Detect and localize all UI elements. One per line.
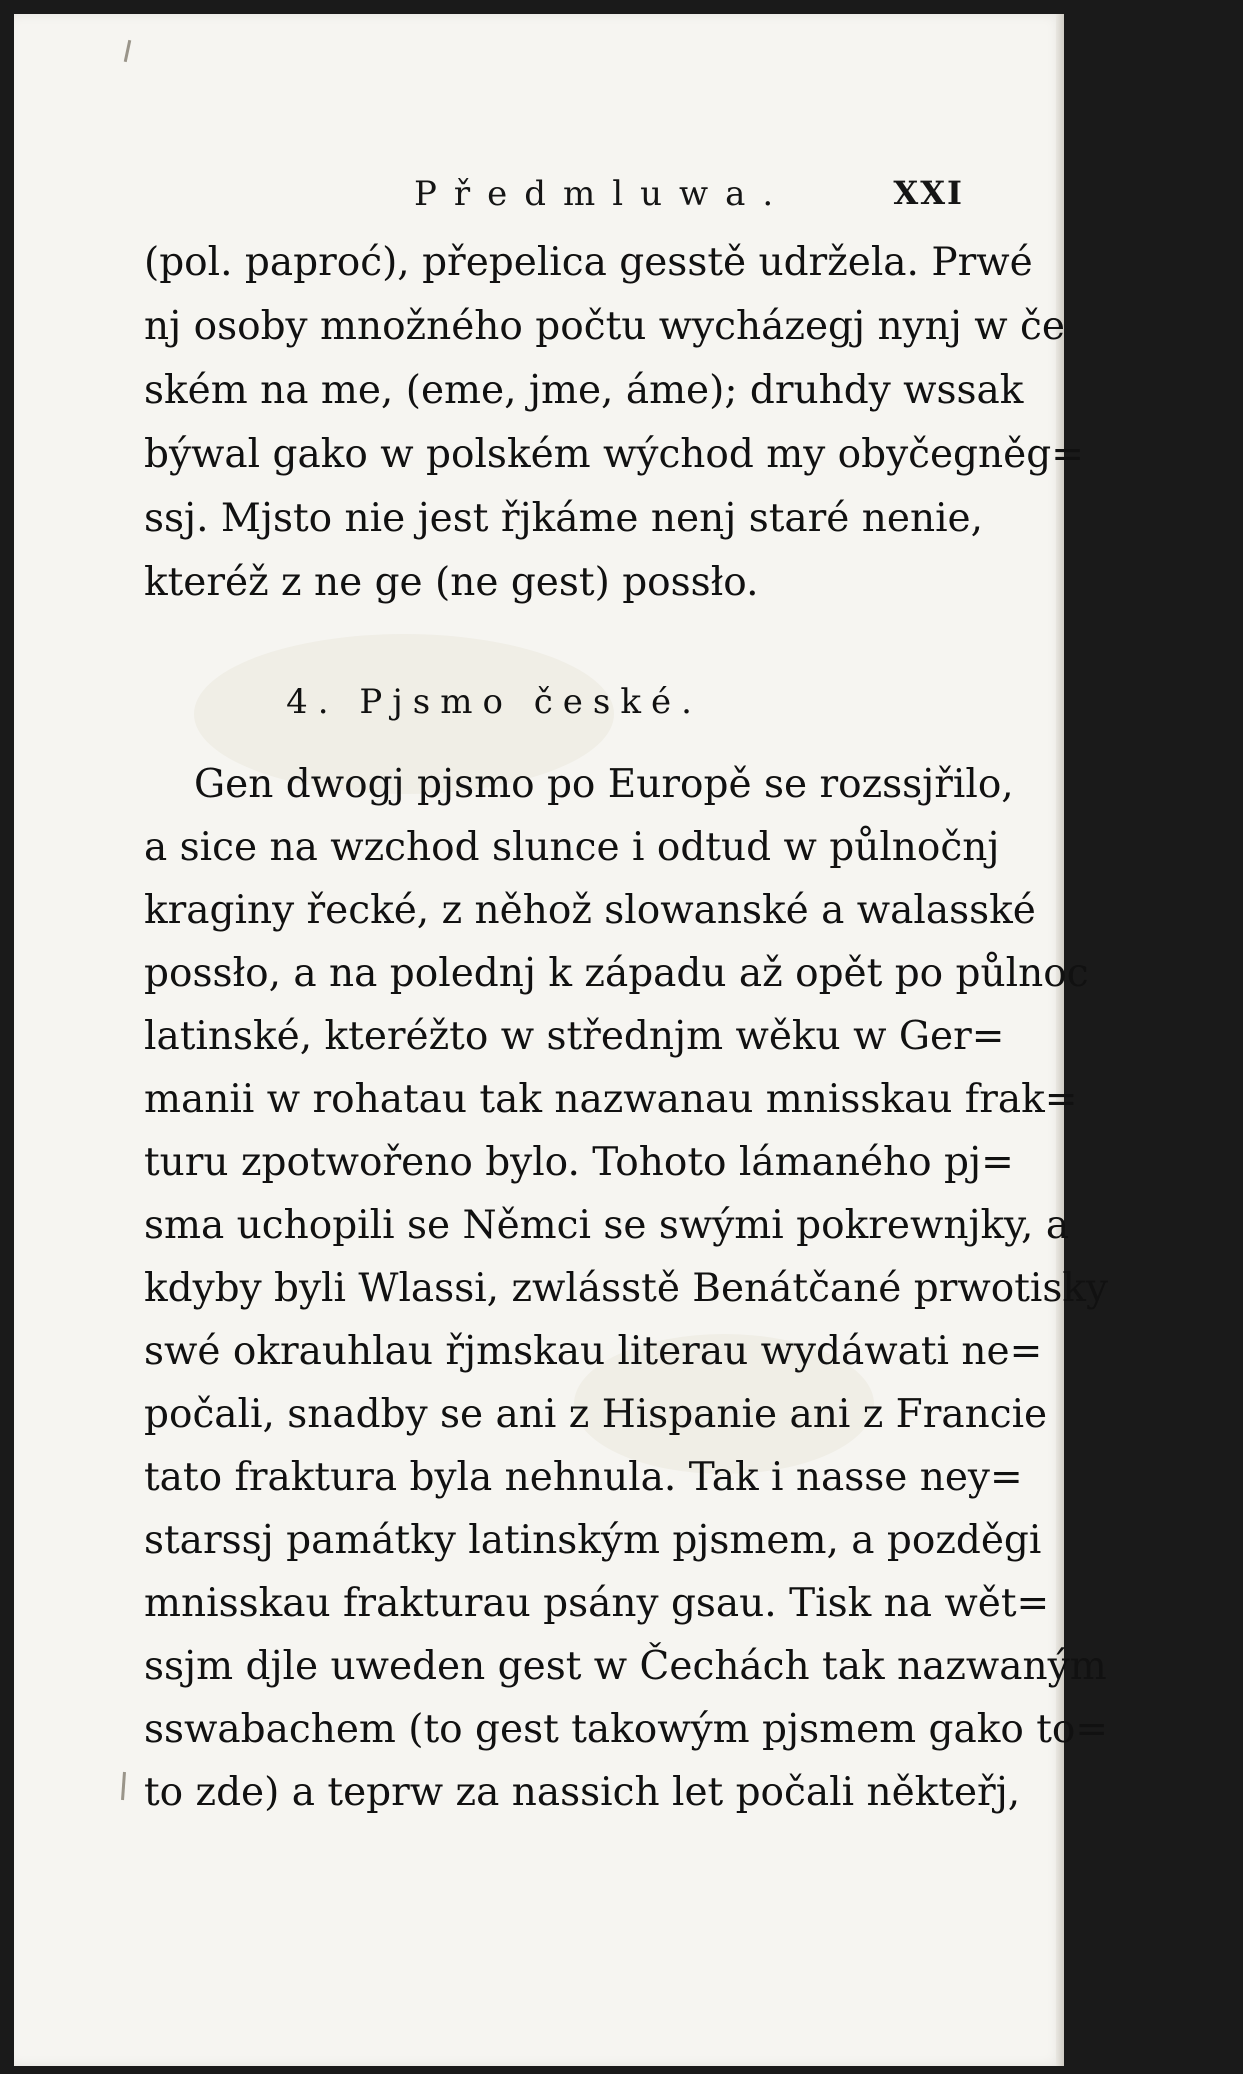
- text-line: sma uchopili se Němci se swými pokrewnjky, a: [144, 1203, 1070, 1248]
- text-line: ském na me, (eme, jme, áme); druhdy wssak: [144, 368, 1024, 413]
- text-line: Gen dwogj pjsmo po Europě se rozssjřilo,: [194, 762, 1014, 807]
- text-line: latinské, kteréžto w střednjm wěku w Ger=: [144, 1014, 1005, 1059]
- text-line: kteréž z ne ge (ne gest) possło.: [144, 560, 759, 605]
- text-line: possło, a na polednj k západu až opět po půlnoc: [144, 951, 1089, 996]
- text-line: kdyby byli Wlassi, zwlásstě Benátčané prwotisky: [144, 1266, 1109, 1311]
- text-line: ssjm djle uweden gest w Čechách tak nazwaným: [144, 1644, 1107, 1689]
- text-line: swé okrauhlau řjmskau literau wydáwati ne=: [144, 1329, 1043, 1374]
- book-page: [14, 14, 1109, 2066]
- text-line: mnisskau frakturau psány gsau. Tisk na wět=: [144, 1581, 1050, 1626]
- text-line: (pol. paproć), přepelica gesstě udržela. Prwé: [144, 240, 1033, 285]
- text-line: to zde) a teprw za nassich let počali někteřj,: [144, 1770, 1021, 1815]
- running-title: Předmluwa.: [414, 174, 791, 214]
- speck-mark: [124, 40, 132, 62]
- text-line: starssj památky latinským pjsmem, a pozděgi: [144, 1518, 1042, 1563]
- text-line: tato fraktura byla nehnula. Tak i nasse ney=: [144, 1455, 1023, 1500]
- text-line: počali, snadby se ani z Hispanie ani z Francie: [144, 1392, 1048, 1437]
- text-line: sswabachem (to gest takowým pjsmem gako to=: [144, 1707, 1109, 1752]
- speck-mark: [121, 1772, 126, 1800]
- text-line: kraginy řecké, z něhož slowanské a walasské: [144, 888, 1036, 933]
- section-heading: 4. Pjsmo české.: [286, 682, 702, 722]
- text-line: a sice na wzchod slunce i odtud w půlnočnj: [144, 825, 1000, 870]
- text-line: turu zpotwořeno bylo. Tohoto lámaného pj=: [144, 1140, 1014, 1185]
- text-line: býwal gako w polském wýchod my obyčegněg=: [144, 432, 1084, 477]
- page-header: [144, 174, 964, 224]
- text-line: ssj. Mjsto nie jest řjkáme nenj staré nenie,: [144, 496, 984, 541]
- text-line: nj osoby množného počtu wycházegj nynj w če: [144, 304, 1065, 349]
- page-number: XXI: [893, 174, 964, 212]
- text-line: manii w rohatau tak nazwanau mnisskau frak=: [144, 1077, 1078, 1122]
